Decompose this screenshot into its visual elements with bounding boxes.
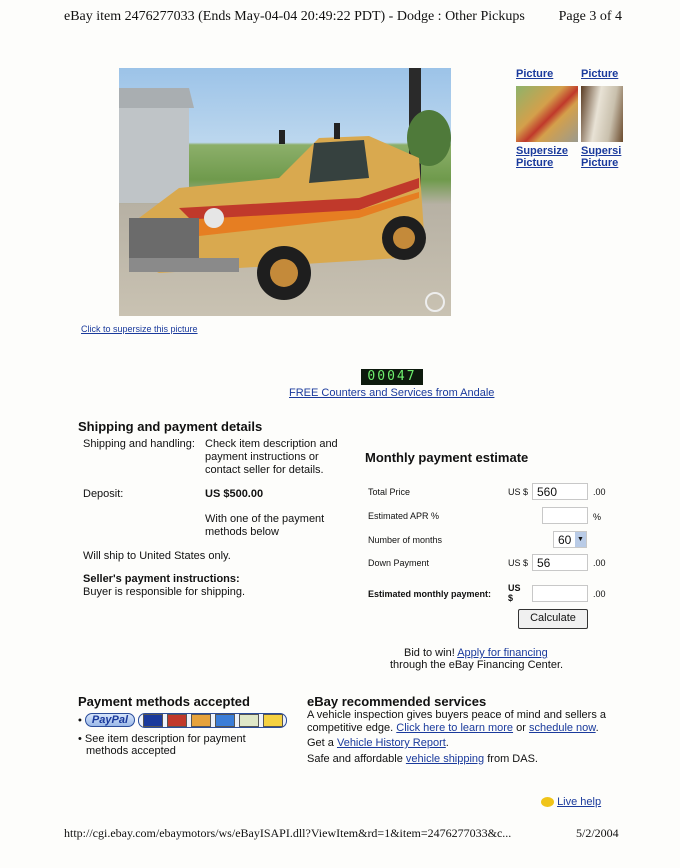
thumbnail-2-supersize-link[interactable]: Supersi [581,145,622,157]
months-value: 60 [558,533,572,547]
thumbnail-1-image[interactable] [516,86,578,142]
seller-instructions-heading: Seller's payment instructions: [83,573,240,585]
vehicle-shipping-line [307,753,627,766]
bid-to-win-text: Bid to win! [404,647,455,659]
thumbnail-1-supersize-picture-link[interactable]: Picture [516,157,554,169]
hit-counter: 00047 [361,369,423,385]
total-price-input[interactable]: 560 [532,483,588,500]
get-a-text: Get a [307,737,334,749]
bullet-icon: • [78,714,82,727]
ship-to-text: Will ship to United States only. [83,550,231,562]
amex-card-icon [215,714,235,727]
supersize-picture-link[interactable]: Click to supersize this picture [81,324,198,334]
competitive-edge-text: competitive edge. [307,721,394,734]
period-text: . [595,721,599,734]
footer-date: 5/2/2004 [576,826,619,840]
live-help-link[interactable]: Live help [557,796,602,808]
bid-to-win-line [404,647,548,659]
truck-photo-illustration [119,68,451,316]
thumbnail-2-picture-link[interactable]: Picture [581,68,619,80]
accepted-cards-strip [138,713,287,728]
vehicle-history-report-link[interactable]: Vehicle History Report [336,737,446,749]
inspection-text-line-1: A vehicle inspection gives buyers peace of mind and sellers a [307,709,607,721]
mastercard-icon [167,714,187,727]
financing-center-text: through the eBay Financing Center. [390,659,564,671]
total-price-label: Total Price [368,487,411,497]
handling-value-line-3: contact seller for details. [205,464,324,476]
chat-bubble-icon[interactable] [541,797,554,807]
deposit-note-line-1: With one of the payment [205,513,325,525]
payment-methods-heading: Payment methods accepted [78,694,250,709]
payment-note-line-2: methods accepted [86,745,176,757]
schedule-now-link[interactable]: schedule now [528,721,596,734]
safe-affordable-text: Safe and affordable [307,752,403,765]
live-help[interactable] [541,796,601,808]
or-text: or [516,721,526,734]
monthly-currency-line-2: $ [508,593,514,603]
thumbnail-2-supersize-picture-link[interactable]: Picture [581,157,619,169]
main-vehicle-photo[interactable] [119,68,451,316]
period-text: . [445,737,449,749]
apr-label: Estimated APR % [368,511,440,521]
monthly-payment-label: Estimated monthly payment: [368,589,492,599]
recommended-services-body [307,709,627,765]
ebay-card-icon [263,714,283,727]
inspection-text-line-2 [307,722,627,735]
chevron-down-icon[interactable]: ▼ [575,532,586,547]
handling-value [205,438,338,477]
discover-card-icon [191,714,211,727]
monthly-payment-currency [508,583,521,603]
seller-instructions-text: Buyer is responsible for shipping. [83,586,246,598]
paypal-row [78,713,287,728]
thumbnail-2-image[interactable] [581,86,623,142]
down-payment-cents: .00 [593,558,606,568]
down-payment-input[interactable]: 56 [532,554,588,571]
bullet-icon: • [78,733,85,745]
page-number: Page 3 of 4 [558,9,622,24]
apply-financing-link[interactable]: Apply for financing [457,647,548,659]
monthly-payment-cents: .00 [593,589,606,599]
das-text: from DAS. [487,752,538,765]
learn-more-link[interactable]: Click here to learn more [396,721,514,734]
visa-card-icon [143,714,163,727]
monthly-payment-output [532,585,588,602]
history-report-line [307,737,627,750]
payment-note [78,733,246,757]
page-header-title: eBay item 2476277033 (Ends May-04-04 20:49:22 PDT) - Dodge : Other Pickups [64,9,525,24]
apr-percent: % [593,512,602,522]
months-label: Number of months [368,535,443,545]
andale-counters-link[interactable]: FREE Counters and Services from Andale [289,387,495,399]
thumbnail-1[interactable] [516,68,578,169]
thumbnail-1-supersize-link[interactable]: Supersize [516,145,568,157]
deposit-value: US $500.00 [205,488,264,500]
deposit-note-line-2: methods below [205,526,279,538]
recommended-services-heading: eBay recommended services [307,694,487,709]
handling-value-line-1: Check item description and [205,438,338,450]
vehicle-shipping-link[interactable]: vehicle shipping [405,752,485,765]
total-price-cents: .00 [593,487,606,497]
paypal-logo: PayPal [85,713,135,727]
footer-url: http://cgi.ebay.com/ebaymotors/ws/eBayISAPI.dll?ViewItem&rd=1&item=2476277033&c... [64,826,512,840]
payment-note-line-1: See item description for payment [84,733,246,745]
calculate-button[interactable]: Calculate [518,609,588,629]
monthly-estimate-heading: Monthly payment estimate [365,450,529,465]
down-payment-label: Down Payment [368,558,430,568]
monthly-currency-line-1: US [508,583,521,593]
total-price-currency: US $ [508,487,529,497]
echeck-icon [239,714,259,727]
handling-value-line-2: payment instructions or [205,451,319,463]
months-select[interactable] [553,531,587,548]
down-payment-currency: US $ [508,558,529,568]
thumbnail-2[interactable] [581,68,623,169]
deposit-note [205,513,324,539]
thumbnail-1-picture-link[interactable]: Picture [516,68,554,80]
deposit-label: Deposit: [83,488,124,500]
shipping-heading: Shipping and payment details [78,419,263,434]
apr-input[interactable] [542,507,588,524]
handling-label: Shipping and handling: [83,438,195,450]
